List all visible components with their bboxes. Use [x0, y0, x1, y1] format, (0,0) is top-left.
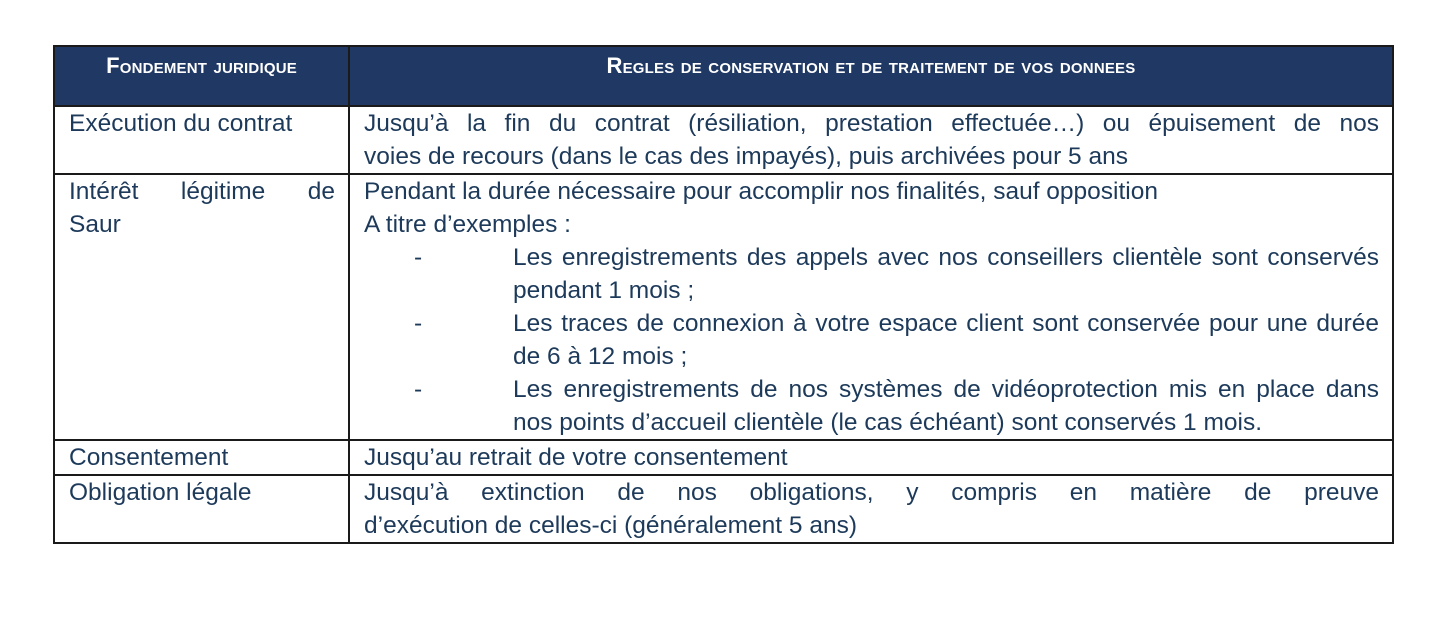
list-item	[364, 307, 1379, 373]
data-retention-table	[53, 45, 1394, 544]
basis-text-line: Intérêt légitime de	[69, 178, 335, 205]
rule-text-line: voies de recours (dans le cas des impayés), puis archivées pour 5 ans	[364, 143, 1128, 170]
legal-basis-cell: Obligation légale	[54, 475, 349, 543]
dash-bullet: -	[414, 376, 423, 403]
dash-bullet: -	[414, 244, 423, 271]
table-row	[54, 106, 1393, 174]
examples-list	[364, 241, 1379, 439]
dash-bullet: -	[414, 310, 423, 337]
list-item	[364, 241, 1379, 307]
example-text: Les enregistrements de nos systèmes de vidéoprotection mis en place dans nos points d’accueil clientèle (le cas échéant) sont conservés 1 mois.	[513, 376, 1379, 436]
legal-basis-cell	[54, 174, 349, 440]
table-row	[54, 475, 1393, 543]
retention-rule-cell	[349, 174, 1393, 440]
retention-rule-cell	[349, 475, 1393, 543]
legal-basis-cell: Exécution du contrat	[54, 106, 349, 174]
basis-text-line: Saur	[69, 211, 121, 238]
example-text: Les traces de connexion à votre espace client sont conservée pour une durée de 6 à 12 mois ;	[513, 310, 1379, 370]
table-header-row	[54, 46, 1393, 106]
table-row	[54, 174, 1393, 440]
retention-rule-cell: Jusqu’au retrait de votre consentement	[349, 440, 1393, 475]
header-legal-basis: Fondement juridique	[54, 46, 349, 106]
list-item	[364, 373, 1379, 439]
rule-text-line: A titre d’exemples :	[364, 211, 571, 238]
header-retention-rules: Regles de conservation et de traitement de vos donnees	[349, 46, 1393, 106]
example-text: Les enregistrements des appels avec nos conseillers clientèle sont conservés pendant 1 mois ;	[513, 244, 1379, 304]
table-row	[54, 440, 1393, 475]
rule-text-line: d’exécution de celles-ci (généralement 5 ans)	[364, 512, 857, 539]
retention-rule-cell	[349, 106, 1393, 174]
legal-basis-cell: Consentement	[54, 440, 349, 475]
rule-text-line: Jusqu’à la fin du contrat (résiliation, prestation effectuée…) ou épuisement de nos	[364, 110, 1379, 137]
rule-text-line: Jusqu’à extinction de nos obligations, y compris en matière de preuve	[364, 479, 1379, 506]
rule-text-line: Pendant la durée nécessaire pour accomplir nos finalités, sauf opposition	[364, 178, 1159, 205]
